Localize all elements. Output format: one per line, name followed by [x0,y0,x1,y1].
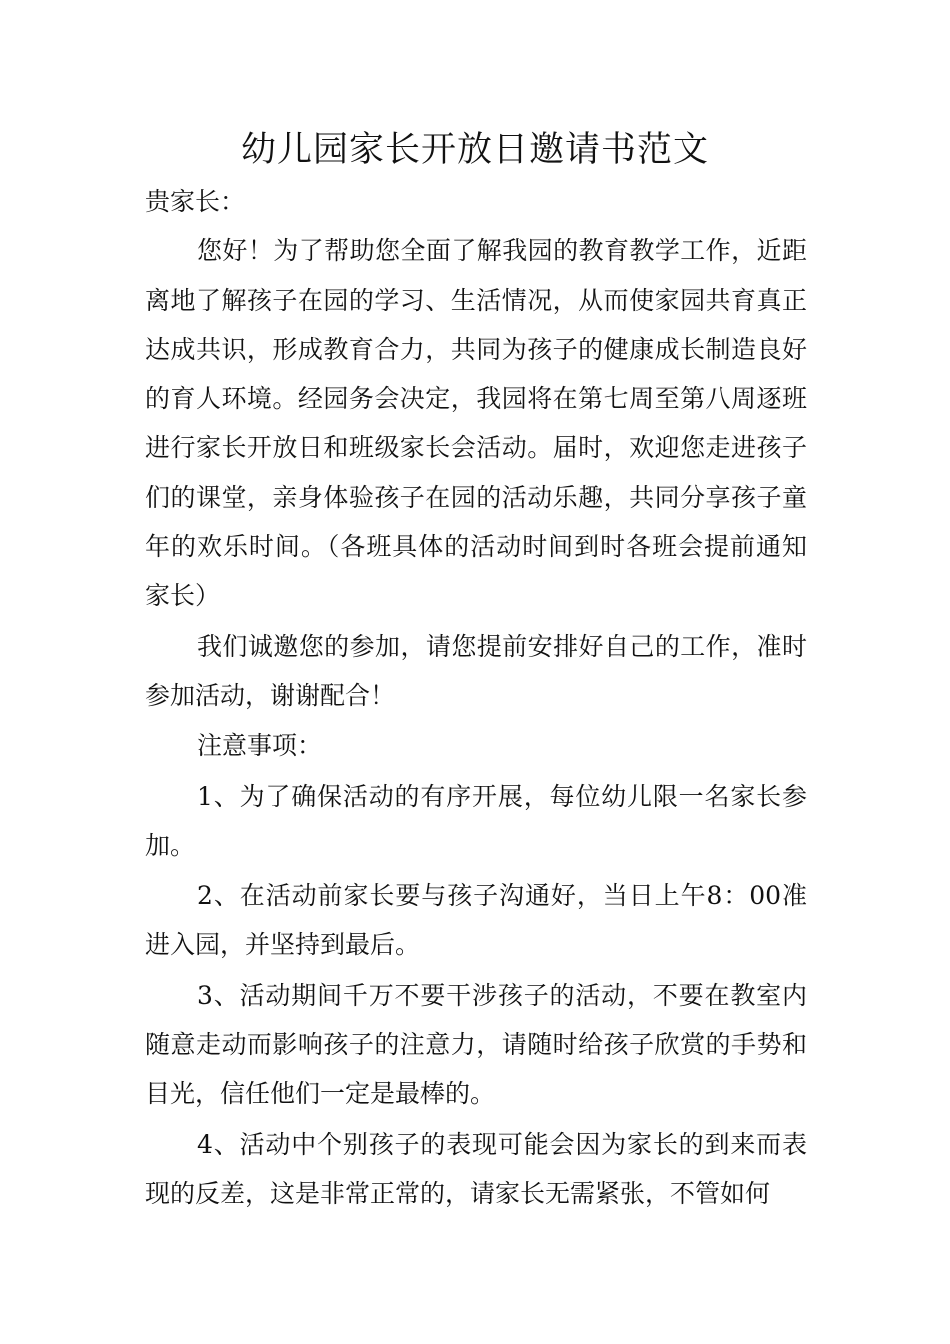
note-item-4: 4、活动中个别孩子的表现可能会因为家长的到来而表现的反差，这是非常正常的，请家长无需紧张，不管如何 [145,1129,807,1208]
document-title: 幼儿园家长开放日邀请书范文 [240,130,709,170]
paragraph-intro: 您好！为了帮助您全面了解我园的教育教学工作，近距离地了解孩子在园的学习、生活情况，从而使家园共育真正达成共识，形成教育合力，共同为孩子的健康成长制造良好的育人环境。经园务会决定，我园将在第七周至第八周逐班进行家长开放日和班级家长会活动。届时，欢迎您走进孩子们的课堂，亲身体验孩子在园的活动乐趣，共同分享孩子童年的欢乐时间。（各班具体的活动时间到时各班会提前通知家长） [145,236,807,611]
note-item-2: 2、在活动前家长要与孩子沟通好，当日上午8：00准进入园，并坚持到最后。 [145,881,807,960]
note-item-3: 3、活动期间千万不要干涉孩子的活动，不要在教室内随意走动而影响孩子的注意力，请随时给孩子欣赏的手势和目光，信任他们一定是最棒的。 [145,980,807,1109]
salutation: 贵家长： [145,187,246,216]
document-body [145,177,807,1218]
notes-heading: 注意事项： [197,731,323,761]
paragraph-invitation: 我们诚邀您的参加，请您提前安排好自己的工作，准时参加活动，谢谢配合！ [145,631,807,710]
note-item-1: 1、为了确保活动的有序开展，每位幼儿限一名家长参加。 [145,781,807,860]
